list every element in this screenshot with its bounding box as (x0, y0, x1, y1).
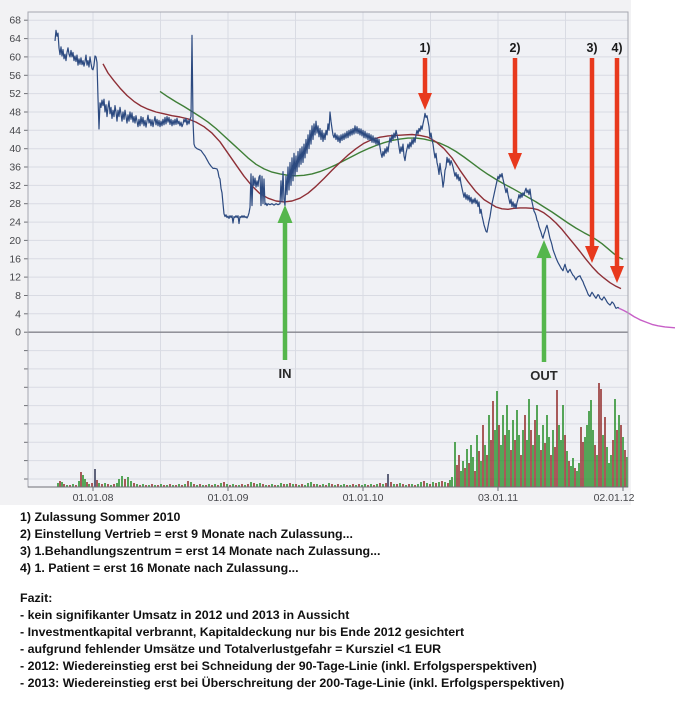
trade-label-in: IN (278, 366, 292, 381)
event-label-3: 3) (586, 41, 598, 55)
fazit-note-5: - 2013: Wiedereinstieg erst bei Überschreitung der 200-Tage-Linie (inkl. Erfolgsperspektiven) (20, 676, 565, 690)
svg-text:02.01.12: 02.01.12 (593, 492, 635, 504)
svg-text:03.01.11: 03.01.11 (477, 492, 519, 504)
fazit-note-3: - aufgrund fehlender Umsätze und Totalverlustgefahr = Kursziel <1 EUR (20, 642, 442, 656)
svg-text:4: 4 (15, 308, 21, 321)
svg-text:52: 52 (9, 88, 21, 101)
svg-text:60: 60 (9, 51, 21, 64)
svg-text:64: 64 (9, 33, 21, 46)
plot-background (28, 12, 628, 487)
trade-label-out: OUT (530, 368, 558, 383)
svg-text:01.01.08: 01.01.08 (72, 492, 114, 504)
fazit-notes-list (20, 607, 675, 692)
event-notes-list (20, 509, 675, 577)
fazit-note-4: - 2012: Wiedereinstieg erst bei Schneidung der 90-Tage-Linie (inkl. Erfolgsperspektiven) (20, 659, 537, 673)
event-note-1: 1) Zulassung Sommer 2010 (20, 510, 181, 524)
fazit-block (20, 590, 675, 692)
analysis-notes (0, 505, 675, 702)
event-label-1: 1) (419, 41, 431, 55)
svg-text:24: 24 (9, 216, 21, 229)
event-label-4: 4) (611, 41, 623, 55)
event-label-2: 2) (509, 41, 521, 55)
svg-text:56: 56 (9, 69, 21, 82)
svg-text:44: 44 (9, 124, 21, 137)
event-note-2: 2) Einstellung Vertrieb = erst 9 Monate nach Zulassung... (20, 527, 353, 541)
svg-text:01.01.09: 01.01.09 (207, 492, 249, 504)
svg-text:16: 16 (9, 253, 21, 266)
svg-text:28: 28 (9, 198, 21, 211)
svg-text:36: 36 (9, 161, 21, 174)
fazit-note-2: - Investmentkapital verbrannt, Kapitaldeckung nur bis Ende 2012 gesichtert (20, 625, 465, 639)
svg-text:20: 20 (9, 234, 21, 247)
svg-text:48: 48 (9, 106, 21, 119)
svg-text:68: 68 (9, 14, 21, 27)
svg-text:01.01.10: 01.01.10 (342, 492, 384, 504)
event-note-4: 4) 1. Patient = erst 16 Monate nach Zulassung... (20, 561, 299, 575)
svg-text:0: 0 (15, 326, 21, 339)
svg-text:12: 12 (9, 271, 21, 284)
svg-text:40: 40 (9, 143, 21, 156)
svg-text:8: 8 (15, 290, 21, 302)
svg-text:32: 32 (9, 179, 21, 192)
event-note-3: 3) 1.Behandlungszentrum = erst 14 Monate nach Zulassung... (20, 544, 381, 558)
fazit-title: Fazit: (20, 591, 53, 605)
fazit-note-1: - kein signifikanter Umsatz in 2012 und 2013 in Aussicht (20, 608, 350, 622)
